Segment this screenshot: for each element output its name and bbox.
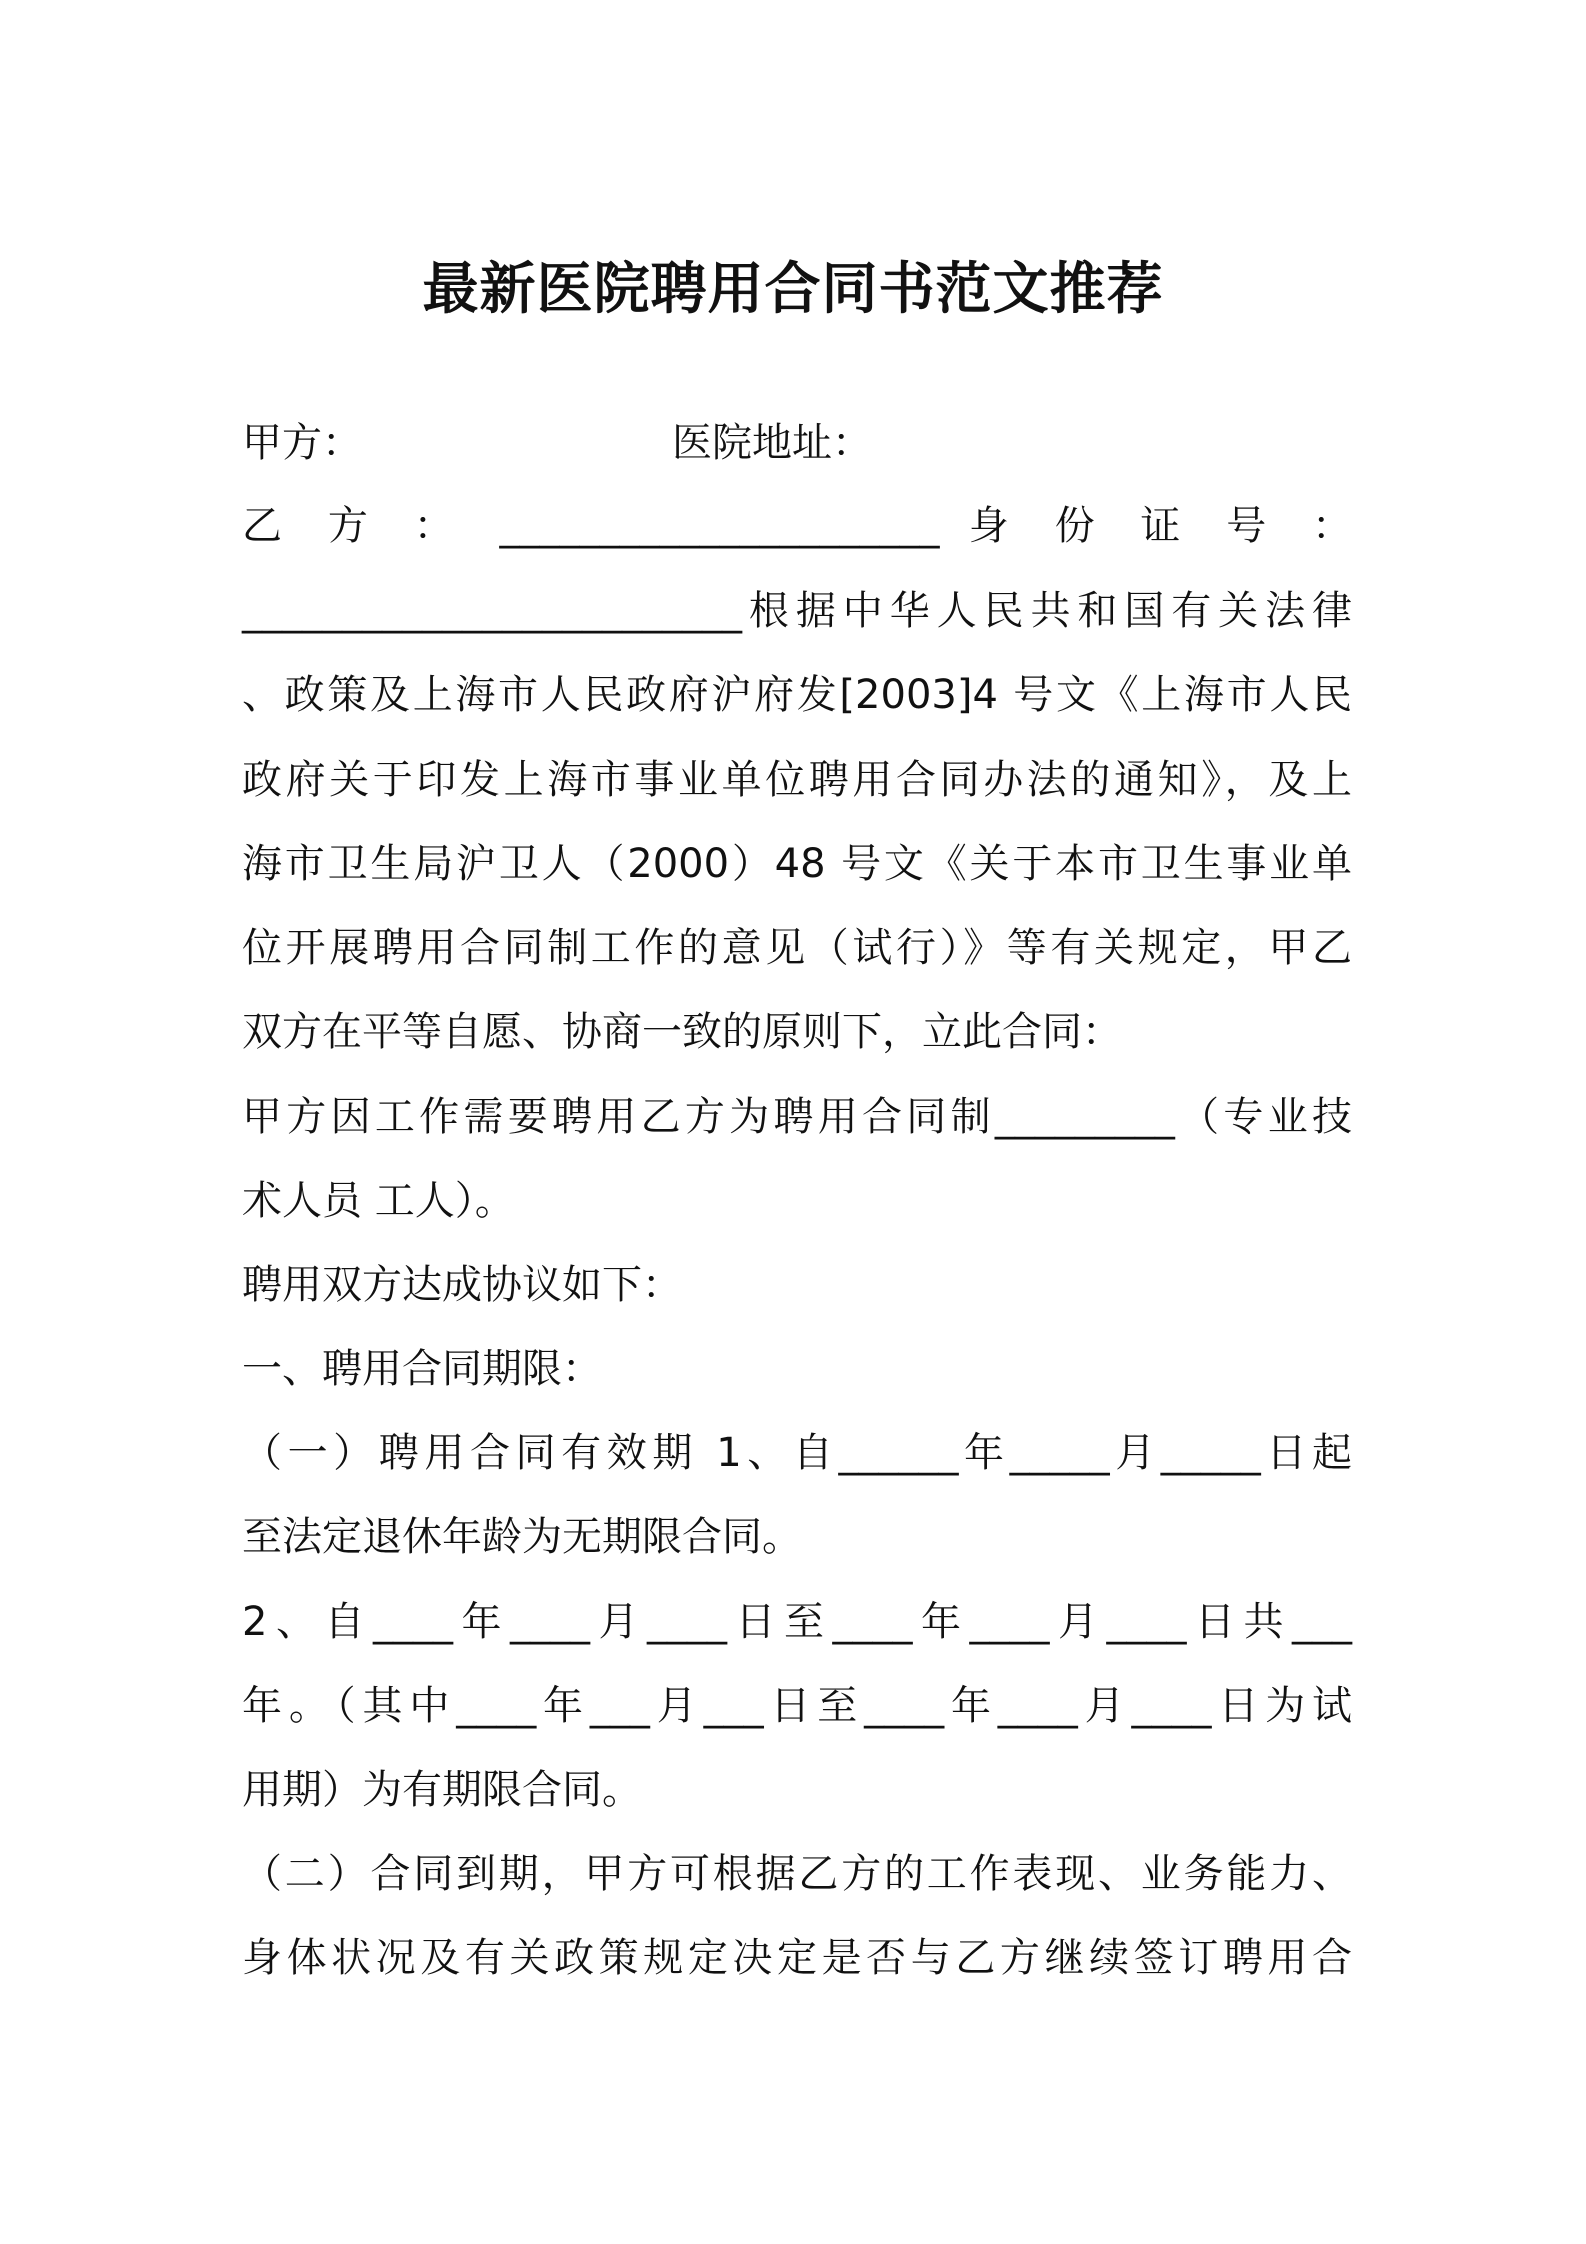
contract-line: 用期）为有期限合同。 [242, 1767, 642, 1813]
contract-line: 身体状况及有关政策规定决定是否与乙方继续签订聘用合 [242, 1935, 1352, 1981]
hospital-address-label: 医院地址： [672, 420, 872, 466]
contract-line: （二）合同到期，甲方可根据乙方的工作表现、业务能力、 [242, 1851, 1352, 1897]
section-heading: 一、聘用合同期限： [242, 1346, 602, 1392]
party-b-line [242, 485, 1352, 567]
contract-line: 政府关于印发上海市事业单位聘用合同办法的通知》，及上 [242, 757, 1352, 803]
party-a-label: 甲方： [242, 420, 362, 466]
party-a-line [242, 402, 1352, 484]
contract-line: 双方在平等自愿、协商一致的原则下，立此合同： [242, 1009, 1122, 1055]
id-number-label: 身 份 证 号 ： [968, 503, 1353, 549]
contract-line: 至法定退休年龄为无期限合同。 [242, 1514, 802, 1560]
contract-line: （一）聘用合同有效期 1、自______年_____月_____日起 [242, 1430, 1352, 1476]
contract-line: 海市卫生局沪卫人（2000）48 号文《关于本市卫生事业单 [242, 841, 1352, 887]
contract-line: 聘用双方达成协议如下： [242, 1262, 682, 1308]
contract-line: 术人员 工人）。 [242, 1178, 515, 1224]
contract-line: _________________________根据中华人民共和国有关法律 [242, 588, 1352, 634]
document-title: 最新医院聘用合同书范文推荐 [422, 257, 1164, 322]
contract-line: 、政策及上海市人民政府沪府发[2003]4 号文《上海市人民 [242, 672, 1352, 718]
contract-line: 2、自____年____月____日至____年____月____日共___ [242, 1599, 1352, 1645]
party-b-blank: ______________________ [499, 503, 940, 549]
contract-line: 甲方因工作需要聘用乙方为聘用合同制_________（专业技 [242, 1094, 1352, 1140]
contract-line: 年。（其中____年___月___日至____年____月____日为试 [242, 1683, 1352, 1729]
contract-line: 位开展聘用合同制工作的意见（试行）》等有关规定，甲乙 [242, 925, 1352, 971]
party-b-label: 乙 方 ： [242, 503, 471, 549]
